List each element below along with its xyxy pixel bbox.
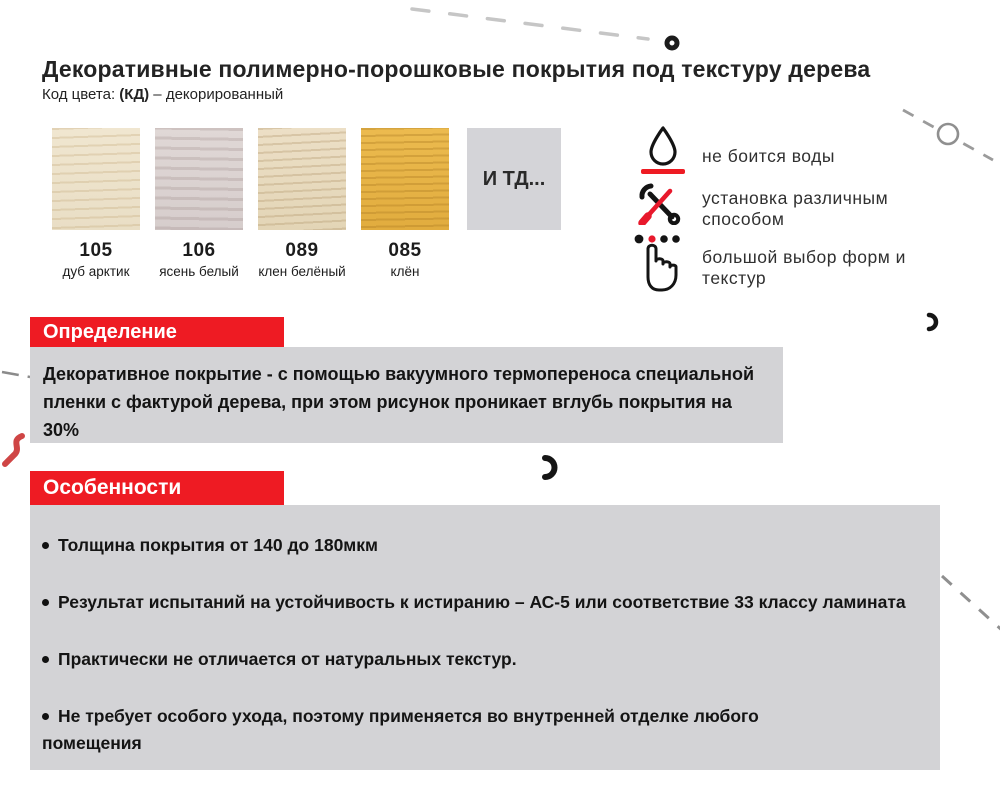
- features-body: [30, 505, 940, 770]
- feature-item: Практически не отличается от натуральных текстур.: [42, 646, 920, 673]
- water-drop-icon: [645, 125, 681, 167]
- subtitle-suffix: – декорированный: [149, 86, 284, 103]
- etc-placeholder: И ТД...: [467, 128, 561, 230]
- benefit-label-choice: большой выбор форм и текстур: [702, 247, 906, 288]
- dashed-line-lower-right: [942, 576, 1000, 632]
- subtitle-code: (КД): [119, 86, 150, 103]
- swatch-name: клён: [390, 264, 420, 279]
- wood-texture-image: [258, 128, 346, 230]
- swatch-code: 105: [79, 240, 113, 261]
- crescent-small: [929, 315, 936, 329]
- swatch-089: [258, 128, 346, 279]
- squiggle-red: [5, 436, 22, 464]
- swatch-code: 106: [182, 240, 216, 261]
- definition-header: Определение: [30, 317, 284, 347]
- feature-item: Результат испытаний на устойчивость к истиранию – АС-5 или соответствие 33 классу ламината: [42, 589, 920, 616]
- subtitle-prefix: Код цвета:: [42, 86, 120, 103]
- swatch-name: клен белёный: [258, 264, 346, 279]
- features-header: Особенности: [30, 471, 284, 505]
- definition-body: Декоративное покрытие - с помощью вакуумного термопереноса специальной пленки с фактурой дерева, при этом рисунок проникает вглубь покрытия на 30%: [30, 347, 783, 443]
- wood-texture-image: [52, 128, 140, 230]
- wood-texture-image: [155, 128, 243, 230]
- dashed-line-top: [412, 9, 648, 39]
- circle-outline: [938, 124, 958, 144]
- swatch-085: [361, 128, 449, 279]
- benefit-label-install: установка различным способом: [702, 188, 889, 229]
- dash-left: [2, 372, 30, 377]
- wood-texture-image: [361, 128, 449, 230]
- crescent-large: [545, 458, 555, 477]
- swatch-106: [155, 128, 243, 279]
- hand-choice-icon: [633, 233, 685, 295]
- benefit-label-water: не боится воды: [702, 146, 835, 166]
- feature-item: Не требует особого ухода, поэтому применяется во внутренней отделке любого помещения: [42, 703, 787, 757]
- page-title: Декоративные полимерно-порошковые покрытия под текстуру дерева: [42, 56, 871, 82]
- swatch-105: [52, 128, 140, 279]
- swatch-name: дуб арктик: [62, 264, 130, 279]
- swatch-code: 089: [285, 240, 319, 261]
- swatch-code: 085: [388, 240, 422, 261]
- color-code-subtitle: [42, 86, 283, 103]
- swatch-name: ясень белый: [159, 264, 239, 279]
- red-underline: [641, 169, 685, 174]
- swatch-row: [52, 128, 561, 279]
- tools-icon: [636, 183, 682, 225]
- donut-dot: [667, 38, 677, 48]
- feature-item: Толщина покрытия от 140 до 180мкм: [42, 532, 920, 559]
